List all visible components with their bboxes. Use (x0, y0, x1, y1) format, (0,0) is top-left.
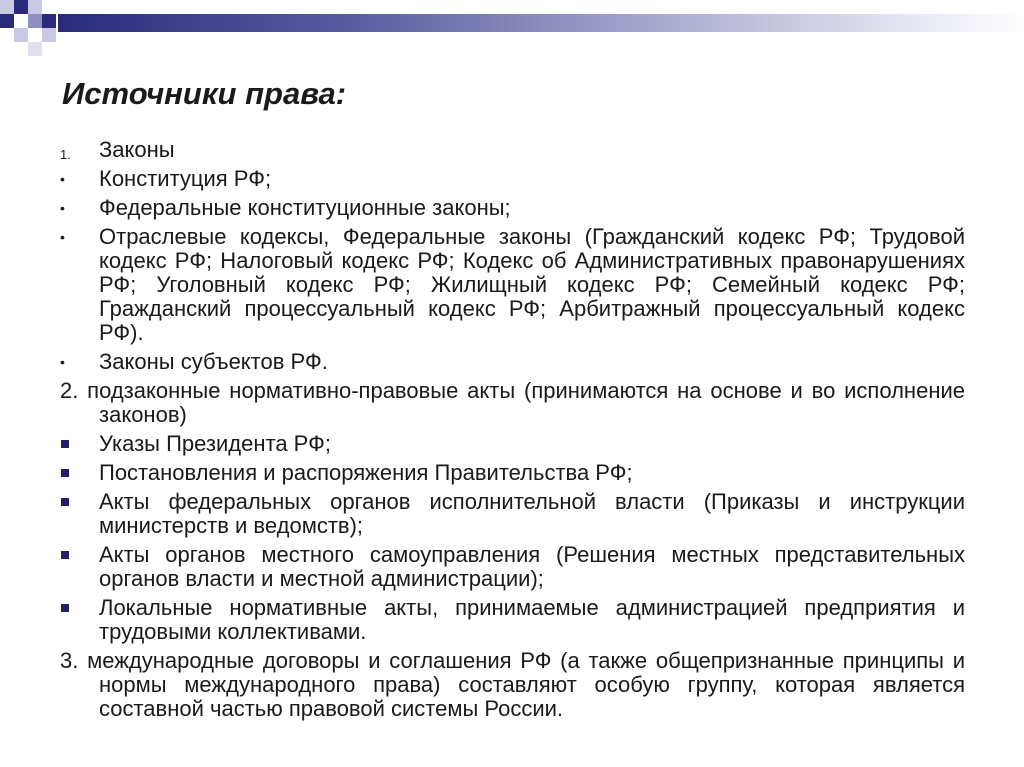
bullet-icon: • (60, 200, 65, 216)
list-item-text: Конституция РФ; (99, 166, 272, 191)
deco-square (28, 42, 42, 56)
list-item-text: Отраслевые кодексы, Федеральные законы (Гражданский кодекс РФ; Трудовой кодекс РФ; Налоговый кодекс РФ; Кодекс об Административных правонарушениях РФ; Уголовный кодекс РФ; Жилищный кодекс РФ; Семейный кодекс РФ; Гражданский процессуальный кодекс РФ; Арбитражный процессуальный кодекс РФ). (99, 224, 965, 345)
list-number: 1. (60, 147, 71, 162)
list-item (60, 490, 965, 538)
square-bullet-icon (61, 440, 69, 448)
list-item (60, 596, 965, 644)
deco-square (42, 14, 56, 28)
list-item-text: Локальные нормативные акты, принимаемые администрацией предприятия и трудовыми коллективами. (99, 595, 965, 644)
list-item (60, 461, 965, 485)
square-bullet-icon (61, 469, 69, 477)
deco-square (42, 28, 56, 42)
list-item (60, 225, 965, 345)
deco-square (0, 0, 14, 14)
header-decoration (0, 0, 1024, 60)
deco-square (14, 0, 28, 14)
square-bullet-icon (61, 551, 69, 559)
list-item-text: Законы (99, 137, 175, 162)
deco-square (28, 0, 42, 14)
list-item (60, 138, 965, 162)
slide-content (60, 138, 965, 726)
deco-square (28, 14, 42, 28)
list-item (60, 196, 965, 220)
list-item-text: Федеральные конституционные законы; (99, 195, 511, 220)
section-heading: 3. международные договоры и соглашения РФ (а также общепризнанные принципы и нормы международного права) составляют особую группу, которая является составной частью правовой системы России. (60, 648, 965, 721)
header-gradient-bar (58, 14, 1024, 32)
list-item-text: Постановления и распоряжения Правительства РФ; (99, 460, 633, 485)
list-item-text: Акты федеральных органов исполнительной власти (Приказы и инструкции министерств и ведомств); (99, 489, 965, 538)
list-item-text: Законы субъектов РФ. (99, 349, 328, 374)
section-heading: 2. подзаконные нормативно-правовые акты (принимаются на основе и во исполнение законов) (60, 378, 965, 427)
square-bullet-icon (61, 604, 69, 612)
list-item (60, 543, 965, 591)
bullet-icon: • (60, 171, 65, 187)
list-item (60, 350, 965, 374)
bullet-icon: • (60, 354, 65, 370)
slide-title: Источники права: (62, 76, 347, 111)
deco-square (14, 28, 28, 42)
bullet-icon: • (60, 229, 65, 245)
deco-square (0, 14, 14, 28)
list-item-text: Акты органов местного самоуправления (Решения местных представительных органов власти и местной администрации); (99, 542, 965, 591)
list-item (60, 432, 965, 456)
list-item-text: Указы Президента РФ; (99, 431, 331, 456)
list-item (60, 167, 965, 191)
square-bullet-icon (61, 498, 69, 506)
